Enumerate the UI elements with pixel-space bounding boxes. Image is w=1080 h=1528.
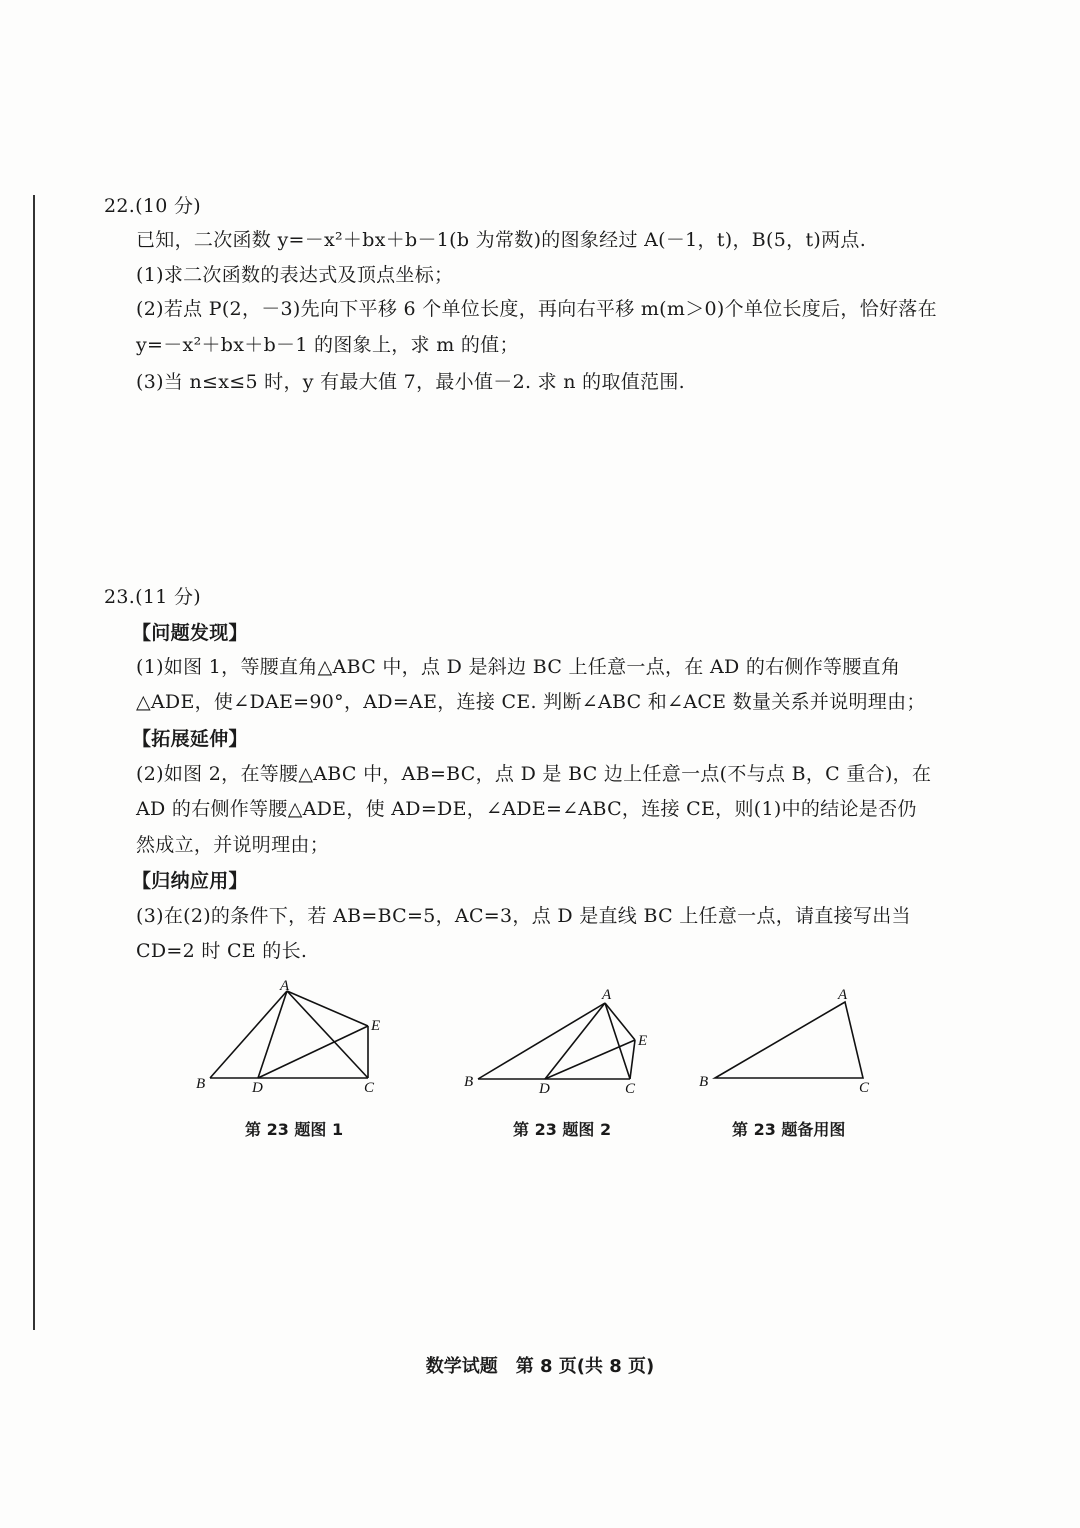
q23-part1-line1: (1)如图 1，等腰直角△ABC 中，点 D 是斜边 BC 上任意一点，在 AD 的右侧作等腰直角: [136, 656, 901, 678]
fig2-label-c: C: [625, 1081, 636, 1097]
figure-1: [190, 978, 400, 1098]
fig3-label-c: C: [859, 1080, 870, 1096]
figure-backup: [695, 985, 895, 1100]
q23-heading-extension: 【拓展延伸】: [132, 728, 248, 750]
q23-part2-line3: 然成立，并说明理由；: [136, 834, 330, 856]
fig2-segment-ce: [630, 1040, 635, 1079]
q23-part1-line2: △ADE，使∠DAE=90°，AD=AE，连接 CE. 判断∠ABC 和∠ACE 数量关系并说明理由；: [136, 691, 926, 713]
q23-part3-line2: CD=2 时 CE 的长.: [136, 940, 308, 962]
fig1-segment-ac: [287, 991, 368, 1078]
page-footer: 数学试题 第 8 页(共 8 页): [425, 1356, 655, 1377]
q22-part1: (1)求二次函数的表达式及顶点坐标；: [136, 264, 454, 286]
q22-intro: 已知，二次函数 y=－x²＋bx＋b－1(b 为常数)的图象经过 A(－1，t)，B(5，t)两点.: [136, 229, 867, 251]
fig1-segment-ab: [210, 991, 287, 1078]
fig1-segment-de: [258, 1026, 368, 1078]
fig3-label-b: B: [699, 1074, 709, 1090]
fig2-label-b: B: [464, 1074, 474, 1090]
fig2-segment-ab: [478, 1003, 605, 1079]
fig2-segment-de: [545, 1040, 635, 1079]
fig1-label-b: B: [196, 1076, 206, 1092]
q23-part3-line1: (3)在(2)的条件下，若 AB=BC=5，AC=3，点 D 是直线 BC 上任意一点，请直接写出当: [136, 905, 911, 927]
fig3-label-a: A: [838, 987, 848, 1003]
fig3-triangle-abc: [715, 1002, 863, 1078]
q23-heading-application: 【归纳应用】: [132, 870, 248, 892]
fig1-segment-ad: [258, 991, 287, 1078]
figure-2: [460, 985, 670, 1100]
fig1-label-d: D: [252, 1080, 263, 1096]
fig2-caption: 第 23 题图 2: [513, 1120, 612, 1139]
binding-line: [33, 195, 35, 1330]
fig1-caption: 第 23 题图 1: [245, 1120, 344, 1139]
q23-number: 23.(11 分): [104, 586, 201, 608]
fig2-label-a: A: [602, 987, 612, 1003]
q22-part2-line2: y=－x²＋bx＋b－1 的图象上，求 m 的值；: [136, 334, 519, 356]
fig1-label-c: C: [364, 1080, 375, 1096]
q23-part2-line2: AD 的右侧作等腰△ADE，使 AD=DE，∠ADE=∠ABC，连接 CE，则(1)中的结论是否仍: [136, 798, 917, 820]
q22-number: 22.(10 分): [104, 195, 201, 217]
fig2-segment-ac: [605, 1003, 630, 1079]
fig2-label-e: E: [638, 1033, 648, 1049]
fig2-label-d: D: [539, 1081, 550, 1097]
q23-heading-discovery: 【问题发现】: [132, 622, 248, 644]
fig3-caption: 第 23 题备用图: [732, 1120, 846, 1139]
fig1-label-e: E: [371, 1018, 381, 1034]
fig2-segment-ad: [545, 1003, 605, 1079]
q23-part2-line1: (2)如图 2，在等腰△ABC 中，AB=BC，点 D 是 BC 边上任意一点(不与点 B，C 重合)，在: [136, 763, 932, 785]
fig1-segment-ae: [287, 991, 368, 1026]
q22-part2-line1: (2)若点 P(2，－3)先向下平移 6 个单位长度，再向右平移 m(m＞0)个单位长度后，恰好落在: [136, 298, 937, 320]
q22-part3: (3)当 n≤x≤5 时，y 有最大值 7，最小值－2. 求 n 的取值范围.: [136, 371, 685, 393]
fig1-label-a: A: [280, 978, 290, 994]
fig2-segment-ae: [605, 1003, 635, 1040]
